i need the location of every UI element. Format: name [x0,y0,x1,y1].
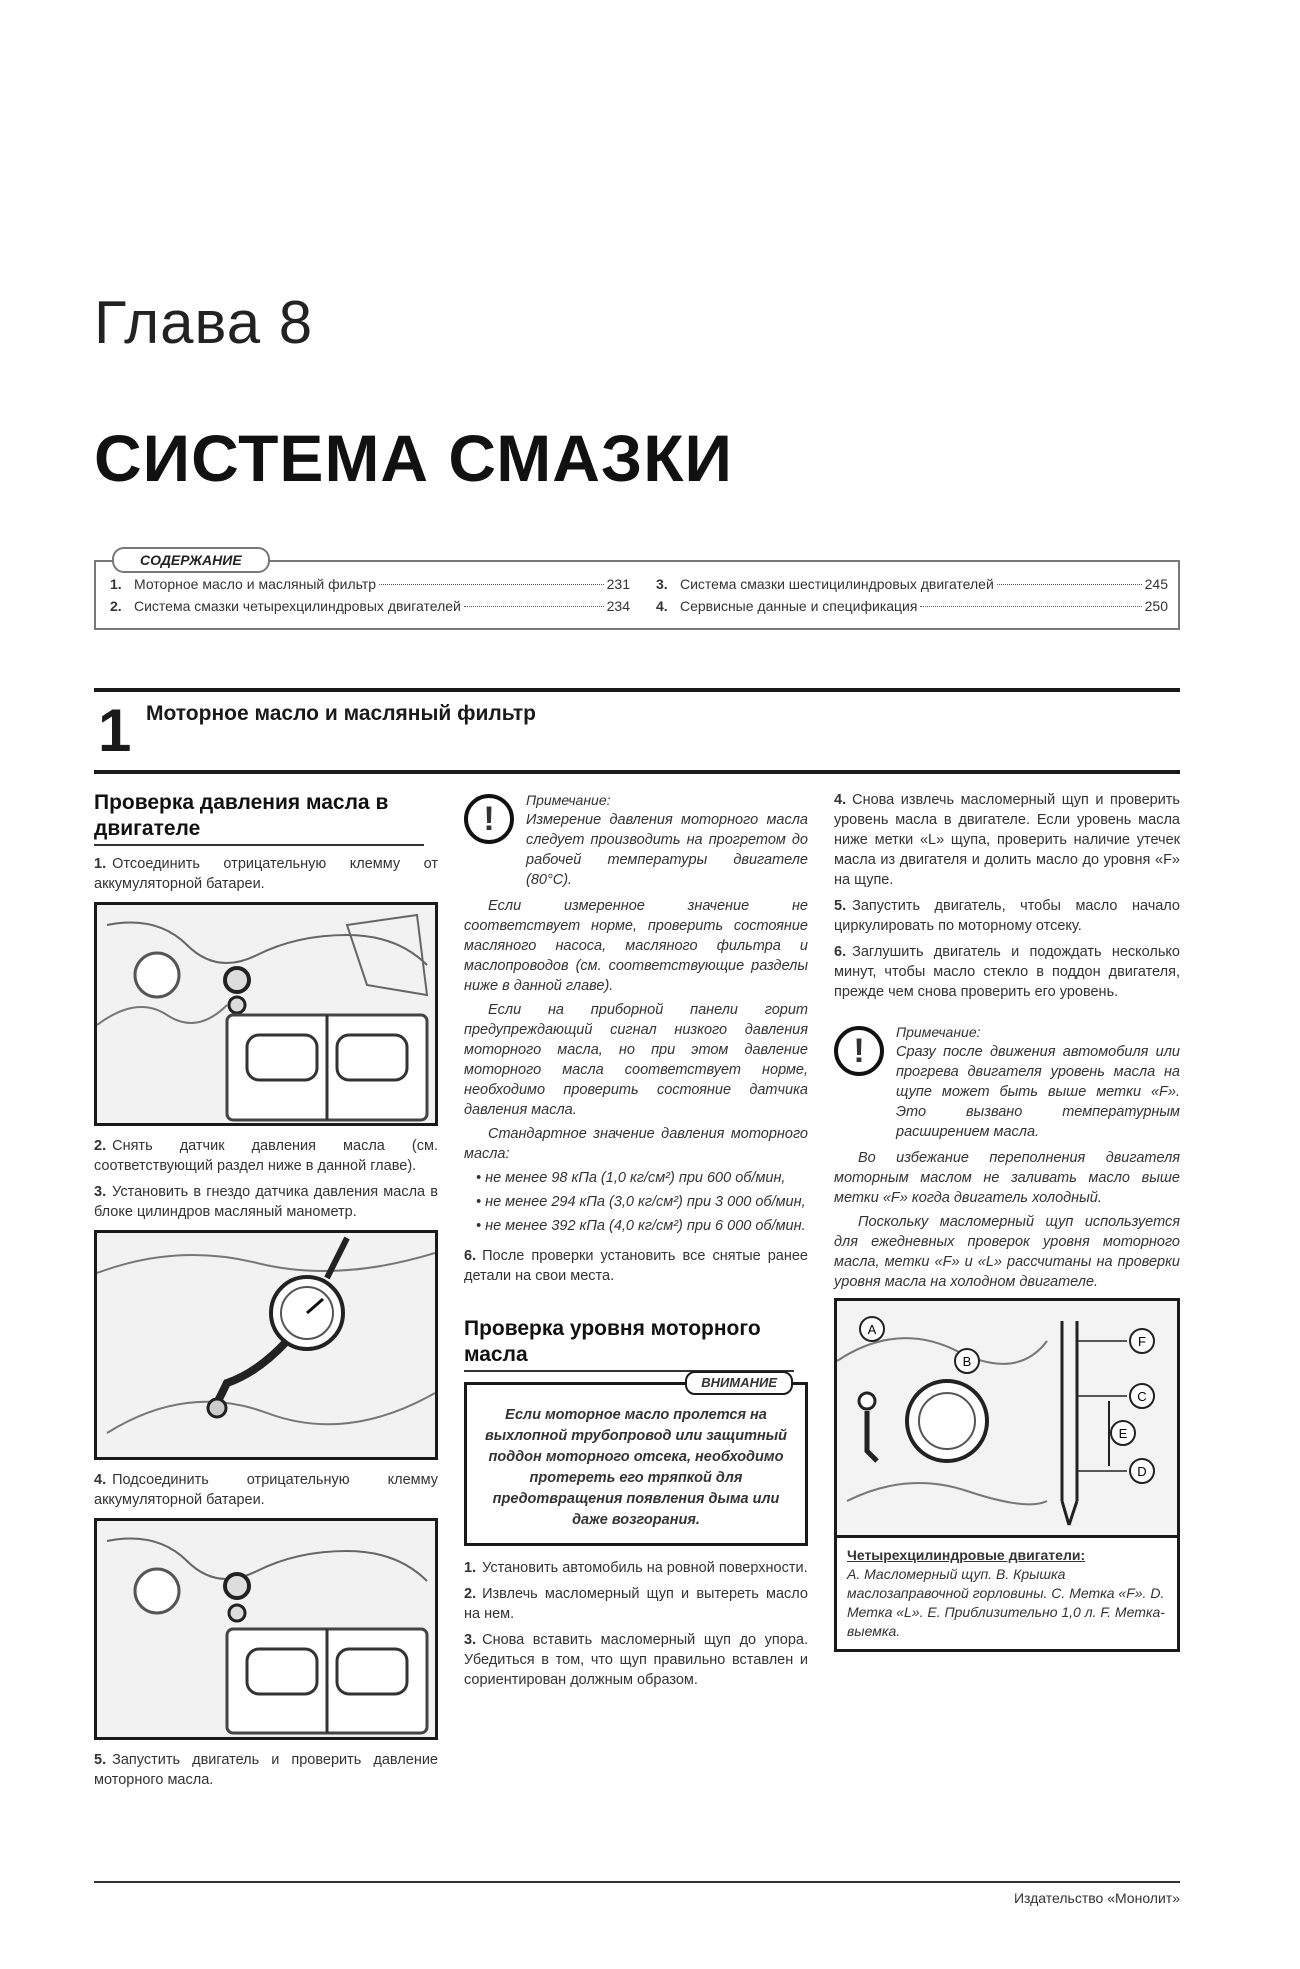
bullet-text: не менее 294 кПа (3,0 кг/см²) при 3 000 об/мин, [485,1194,806,1210]
step-text: Установить автомобиль на ровной поверхности. [482,1560,808,1576]
paragraph: Если измеренное значение не соответствует норме, проверить состояние масляного насоса, масляного фильтра и маслопроводов (см. соответствующие разделы ниже в данной главе). [464,898,808,994]
step-number: 1. [94,856,107,872]
contents-item-title: Моторное масло и масляный фильтр [134,576,377,592]
column-right [834,790,1180,1652]
step-item [94,1470,438,1510]
engine-photo-pressure-gauge [94,1230,438,1460]
step-text: Извлечь масломерный щуп и вытереть масло на нем. [464,1586,808,1622]
bullet-text: не менее 98 кПа (1,0 кг/см²) при 600 об/мин, [485,1170,786,1186]
engine-illustration [97,1521,435,1737]
contents-item[interactable] [110,598,630,620]
step-item [94,1750,438,1790]
contents-heading: СОДЕРЖАНИЕ [112,547,270,573]
contents-item[interactable] [656,576,1168,598]
section-title: Моторное масло и масляный фильтр [146,702,536,725]
contents-column-left [110,576,630,620]
note-text: Сразу после движения автомобиля или прогрева двигателя уровень масла на щупе может быть выше метки «F». Это вызвано температурным расширением масла. [896,1044,1180,1140]
engine-photo-reconnect [94,1518,438,1740]
figure-caption-text: A. Масломерный щуп. B. Крышка маслозаправочной горловины. C. Метка «F». D. Метка «L». E. Приблизительно 1,0 л. F. Метка-выемка. [847,1566,1165,1639]
step-text: Снять датчик давления масла (см. соответствующий раздел ниже в данной главе). [94,1138,438,1174]
note-block [464,790,808,890]
contents-item[interactable] [110,576,630,598]
dipstick-illustration [837,1301,1177,1535]
step-text: Запустить двигатель, чтобы масло начало циркулировать по моторному отсеку. [834,898,1180,934]
warning-box [464,1375,808,1546]
step-number: 3. [464,1632,477,1648]
figure-label-c: C [1137,1389,1147,1404]
figure-caption-title: Четырехцилиндровые двигатели: [847,1547,1086,1563]
warning-label: ВНИМАНИЕ [685,1371,793,1395]
step-item [464,1558,808,1578]
contents-leader-dots [920,606,1141,607]
step-number: 4. [834,792,847,808]
step-item [834,942,1180,1002]
bullet-item: • не менее 294 кПа (3,0 кг/см²) при 3 000 об/мин, [476,1194,806,1210]
note-label: Примечание: [896,1024,981,1040]
bullet-text: не менее 392 кПа (4,0 кг/см²) при 6 000 об/мин. [485,1218,806,1234]
contents-leader-dots [464,606,604,607]
figure-label-b: B [962,1354,972,1369]
step-number: 1. [464,1560,477,1576]
bullet-item: • не менее 392 кПа (4,0 кг/см²) при 6 000 об/мин. [476,1218,806,1234]
contents-item-page: 234 [606,598,630,614]
figure-label-e: E [1118,1426,1128,1441]
bullet-item: • не менее 98 кПа (1,0 кг/см²) при 600 об/мин, [476,1170,786,1186]
chapter-title: СИСТЕМА СМАЗКИ [94,421,733,495]
step-text: Запустить двигатель и проверить давление моторного масла. [94,1752,438,1788]
footer-rule [94,1881,1180,1883]
dipstick-figure [834,1298,1180,1538]
section-rule-top [94,688,1180,692]
chapter-label: Глава 8 [94,289,314,356]
column-left [94,790,438,1796]
step-text: Подсоединить отрицательную клемму аккумуляторной батареи. [94,1472,438,1508]
step-text: Установить в гнездо датчика давления масла в блоке цилиндров масляный манометр. [94,1184,438,1220]
step-item [94,854,438,894]
step-text: После проверки установить все снятые ранее детали на свои места. [464,1248,808,1284]
contents-item-number: 2. [110,598,122,614]
note-block [834,1022,1180,1142]
contents-item-title: Сервисные данные и спецификация [680,598,918,614]
engine-illustration [97,905,435,1123]
step-number: 2. [464,1586,477,1602]
figure-label-f: F [1138,1334,1146,1349]
exclamation-circle-icon: ! [834,1026,884,1076]
pressure-gauge-illustration [97,1233,435,1457]
contents-item-number: 4. [656,598,668,614]
step-number: 3. [94,1184,107,1200]
paragraph: Во избежание переполнения двигателя моторным маслом не заливать масло выше метки «F» когда двигатель холодный. [834,1150,1180,1206]
note-label: Примечание: [526,792,611,808]
paragraph: Если на приборной панели горит предупреждающий сигнал низкого давления моторного масла, но при этом давление моторного масла соответствует норме, необходимо проверить состояние датчика давления масла. [464,1002,808,1118]
step-text: Снова извлечь масломерный щуп и проверить уровень масла в двигателе. Если уровень масла ниже метки «L» щупа, проверить наличие утечек масла из двигателя и долить масло до уровня «F» на щупе. [834,792,1180,888]
subsection-heading-oil-pressure: Проверка давления масла в двигателе [94,790,424,846]
step-item [464,1246,808,1286]
step-text: Отсоединить отрицательную клемму от аккумуляторной батареи. [94,856,438,892]
exclamation-circle-icon: ! [464,794,514,844]
paragraph: Поскольку масломерный щуп используется для ежедневных проверок уровня моторного масла, метки «F» и «L» рассчитаны на проверки уровня масла на холодном двигателе. [834,1214,1180,1290]
figure-label-a: A [867,1322,877,1337]
contents-item[interactable] [656,598,1168,620]
step-number: 2. [94,1138,107,1154]
contents-item-page: 245 [1144,576,1168,592]
step-number: 5. [834,898,847,914]
note-text: Измерение давления моторного масла следует производить на прогретом до рабочей температуры двигателе (80°C). [526,812,808,888]
contents-box [94,552,1180,630]
figure-caption [834,1538,1180,1652]
step-number: 6. [464,1248,477,1264]
contents-column-right [656,576,1168,620]
contents-leader-dots [997,584,1142,585]
step-item [834,896,1180,936]
step-text: Заглушить двигатель и подождать несколько минут, чтобы масло стекло в поддон двигателя, прежде чем снова проверить его уровень. [834,944,1180,1000]
step-item [834,790,1180,890]
publisher-credit: Издательство «Монолит» [1013,1890,1180,1906]
engine-photo-battery-terminal [94,902,438,1126]
contents-item-number: 3. [656,576,668,592]
step-item [94,1136,438,1176]
subsection-heading-oil-level: Проверка уровня моторного масла [464,1316,794,1372]
figure-label-d: D [1137,1464,1147,1479]
step-text: Снова вставить масломерный щуп до упора. Убедиться в том, что щуп правильно вставлен и сориентирован должным образом. [464,1632,808,1688]
step-number: 4. [94,1472,107,1488]
step-number: 5. [94,1752,107,1768]
contents-item-title: Система смазки четырехцилиндровых двигателей [134,598,461,614]
step-number: 6. [834,944,847,960]
contents-item-page: 250 [1144,598,1168,614]
warning-text: Если моторное масло пролется на выхлопной трубопровод или защитный поддон моторного отсека, необходимо протереть его тряпкой для предотвращения появления дыма или даже возгорания. [484,1407,788,1528]
contents-item-number: 1. [110,576,122,592]
contents-leader-dots [379,584,604,585]
step-item [464,1584,808,1624]
step-item [464,1630,808,1690]
contents-item-page: 231 [606,576,630,592]
step-item [94,1182,438,1222]
section-number: 1 [98,697,132,764]
contents-item-title: Система смазки шестицилиндровых двигателей [680,576,994,592]
paragraph: Стандартное значение давления моторного масла: [464,1126,808,1162]
section-rule-bottom [94,770,1180,774]
column-middle [464,790,808,1696]
